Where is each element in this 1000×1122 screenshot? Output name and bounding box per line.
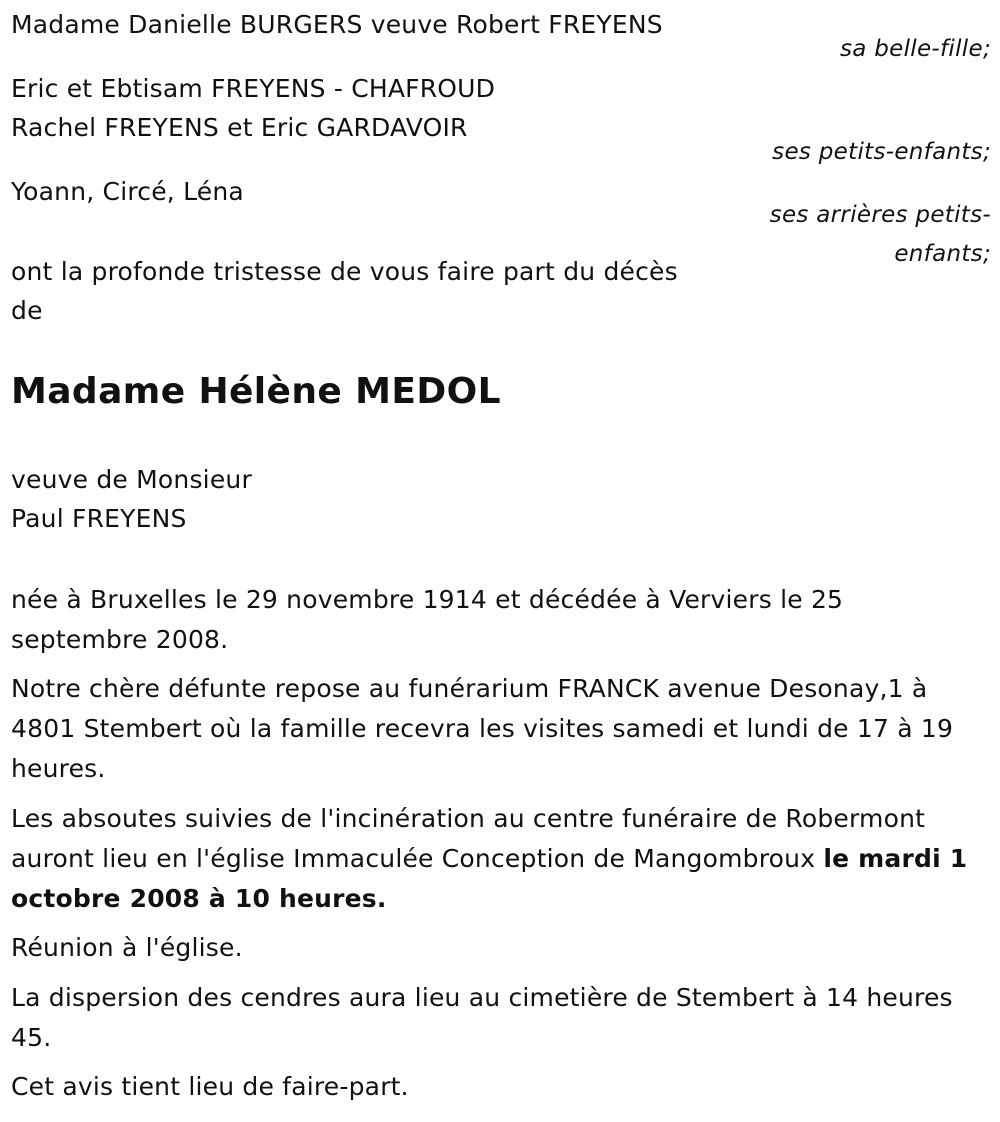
widow-line-2: Paul FREYENS [11, 504, 187, 533]
ceremony-text: Les absoutes suivies de l'incinération au centre funéraire de Robermont auront lieu en l'église Immaculée Conception de Mangombroux [11, 804, 926, 873]
birth-death-paragraph: née à Bruxelles le 29 novembre 1914 et décédée à Verviers le 25 septembre 2008. [11, 585, 844, 654]
widow-line-1: veuve de Monsieur [11, 465, 252, 494]
role-label-belle-fille: sa belle-fille; [839, 36, 991, 62]
dispersion-paragraph: La dispersion des cendres aura lieu au cimetière de Stembert à 14 heures 45. [11, 983, 953, 1052]
funerarium-paragraph: Notre chère défunte repose au funérarium FRANCK avenue Desonay,1 à 4801 Stembert où la famille recevra les visites samedi et lundi de 17 à 19 heures. [11, 674, 954, 783]
family-line-great-grandchildren: Yoann, Circé, Léna [11, 177, 244, 206]
family-line-belle-fille: Madame Danielle BURGERS veuve Robert FREYENS [11, 10, 663, 39]
announcement-line-1: ont la profonde tristesse de vous faire part du décès [11, 257, 678, 286]
role-label-arrieres-petits-enfants-2: enfants; [894, 241, 991, 267]
closing-paragraph: Cet avis tient lieu de faire-part. [11, 1072, 409, 1101]
deceased-name: Madame Hélène MEDOL [11, 371, 501, 412]
ceremony-paragraph [11, 799, 986, 919]
announcement-line-2: de [11, 296, 43, 325]
reunion-paragraph: Réunion à l'église. [11, 933, 243, 962]
family-line-grandchild-1: Eric et Ebtisam FREYENS - CHAFROUD [11, 74, 496, 103]
family-line-grandchild-2: Rachel FREYENS et Eric GARDAVOIR [11, 113, 468, 142]
role-label-petits-enfants: ses petits-enfants; [772, 139, 991, 165]
role-label-arrieres-petits-enfants-1: ses arrières petits- [769, 202, 991, 228]
ceremony-date: le mardi 1 octobre 2008 à 10 heures. [11, 844, 968, 913]
